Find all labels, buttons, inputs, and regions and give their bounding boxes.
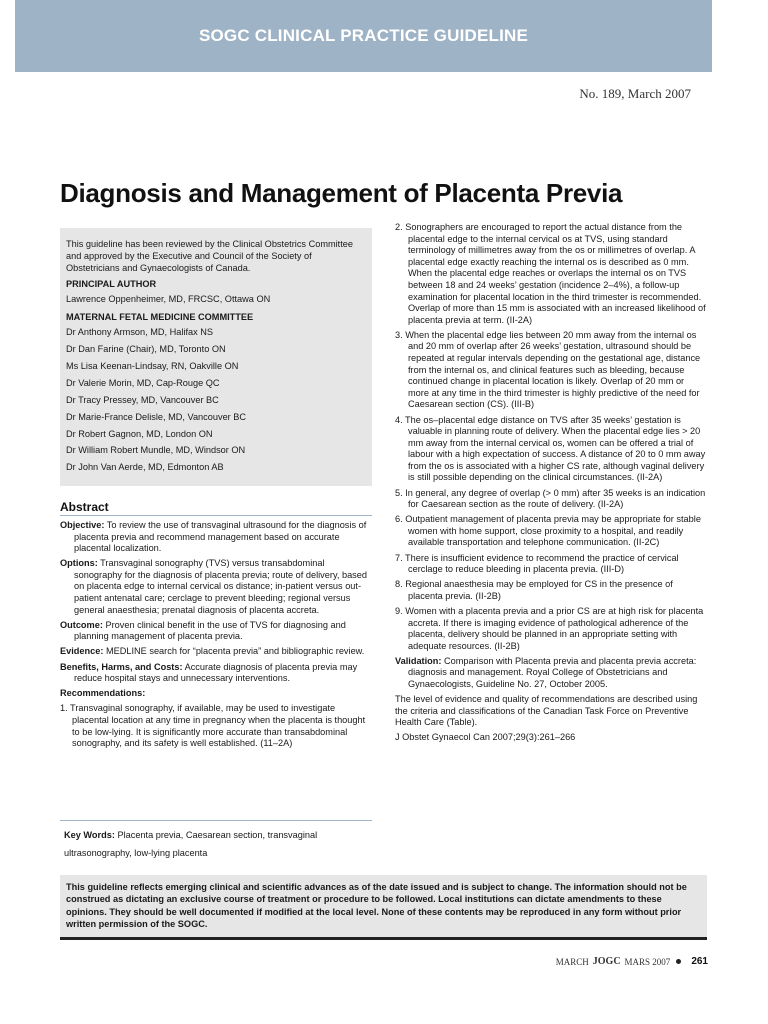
recommendations-label: Recommendations: — [60, 688, 146, 699]
evidence-text: MEDLINE search for “placenta previa” and bibliographic review. — [103, 646, 365, 657]
page-footer — [556, 956, 708, 967]
options-text: Transvaginal sonography (TVS) versus transabdominal sonography for the diagnosis of placenta previa; route of delivery, based on placenta edge to internal cervical os distance; in-patient versus out-patient antenatal care; cerclage to prevent bleeding; regional versus general anaesthesia; prenatal diagnosis of placenta accreta. — [74, 558, 367, 615]
abstract-divider — [60, 515, 372, 516]
validation — [395, 656, 707, 691]
keywords — [64, 826, 364, 862]
review-box — [60, 228, 372, 486]
recommendation-4: 4. The os–placental edge distance on TVS after 35 weeks’ gestation is valuable in planning route of delivery. When the placental edge lies > 20 mm away from the internal cervical os, women can be offered a trial of labour with a high expectation of success. A distance of 20 to 0 mm away from the os is associated with a higher CS rate, although vaginal delivery is still possible depending on the clinical circumstances. (II-2A) — [395, 414, 706, 483]
committee-member: Dr Dan Farine (Chair), MD, Toronto ON — [66, 344, 226, 355]
evidence-note: The level of evidence and quality of recommendations are described using the criteria and classifications of the Canadian Task Force on Preventive Health Care (Table). — [395, 694, 698, 728]
committee-member: Dr John Van Aerde, MD, Edmonton AB — [66, 462, 224, 473]
committee-heading: MATERNAL FETAL MEDICINE COMMITTEE — [66, 312, 254, 323]
abstract-heading: Abstract — [60, 500, 109, 514]
committee-member: Dr William Robert Mundle, MD, Windsor ON — [66, 445, 246, 456]
recommendations-column — [395, 222, 707, 747]
journal-citation: J Obstet Gynaecol Can 2007;29(3):261–266 — [395, 732, 576, 743]
recommendation-3: 3. When the placental edge lies between 20 mm away from the internal os and 20 mm of overlap after 26 weeks’ gestation, ultrasound should be repeated at regular intervals depending on the gestational age, distance from the internal os, and clinical features such as bleeding, because continued change in placental location is likely. Overlap of 20 mm or more at any time in the third trimester is highly predictive of the need for Caesarean section (CS). (III-B) — [395, 329, 701, 410]
abstract-objective — [60, 520, 372, 555]
footer-month-fr: MARS 2007 — [624, 956, 671, 967]
committee-member: Dr Anthony Armson, MD, Halifax NS — [66, 327, 214, 338]
recommendation-9: 9. Women with a placenta previa and a prior CS are at high risk for placenta accreta. If there is imaging evidence of pathological adherence of the placenta, delivery should be planned in an appropriate setting with adequate resources. (II-2B) — [395, 605, 704, 651]
outcome-label: Outcome: — [60, 619, 103, 630]
issue-number: No. 189, March 2007 — [579, 86, 691, 101]
abstract-body — [60, 520, 372, 753]
bullet-icon — [676, 959, 681, 964]
banner-title: SOGC CLINICAL PRACTICE GUIDELINE — [198, 26, 529, 45]
disclaimer-box: This guideline reflects emerging clinical and scientific advances as of the date issued and is subject to change. The information should not be construed as dictating an exclusive course of treatment or procedure to be followed. Local institutions can dictate amendments to these opinions. They should be well documented if modified at the local level. None of these contents may be reproduced in any form without prior written permission of the SOGC. — [60, 875, 707, 937]
keywords-text: Placenta previa, Caesarean section, transvaginal ultrasonography, low-lying placenta — [64, 830, 318, 858]
committee-member: Dr Valerie Morin, MD, Cap-Rouge QC — [66, 377, 220, 388]
recommendation-7: 7. There is insufficient evidence to recommend the practice of cervical cerclage to reduce bleeding in placenta previa. (III-D) — [395, 552, 679, 575]
committee-member: Dr Robert Gagnon, MD, London ON — [66, 428, 213, 439]
keywords-divider — [60, 820, 372, 821]
abstract-outcome — [60, 620, 372, 643]
validation-label: Validation: — [395, 655, 442, 666]
review-intro: This guideline has been reviewed by the Clinical Obstetrics Committee and approved by the Executive and Council of the Society of Obstetricians and Gynaecologists of Canada. — [66, 239, 353, 274]
disclaimer-divider — [60, 937, 707, 940]
objective-text: To review the use of transvaginal ultrasound for the diagnosis of placenta previa and recommend management based on accurate placental localization. — [74, 520, 367, 554]
principal-author: Lawrence Oppenheimer, MD, FRCSC, Ottawa ON — [66, 293, 271, 304]
recommendation-1: 1. Transvaginal sonography, if available, may be used to investigate placental location at any time in pregnancy when the placenta is thought to be low-lying. It is significantly more accurate than transabdominal sonography, and its safety is well established. (11–2A) — [60, 703, 366, 749]
principal-author-heading: PRINCIPAL AUTHOR — [66, 278, 157, 289]
footer-journal: JOGC — [592, 956, 621, 967]
keywords-label: Key Words: — [64, 830, 115, 840]
committee-member: Dr Tracy Pressey, MD, Vancouver BC — [66, 394, 219, 405]
footer-month-en: MARCH — [555, 956, 589, 967]
committee-member: Ms Lisa Keenan-Lindsay, RN, Oakville ON — [66, 361, 239, 371]
recommendations-heading — [60, 688, 372, 700]
page-title: Diagnosis and Management of Placenta Previa — [60, 178, 623, 208]
abstract-benefits — [60, 662, 372, 685]
evidence-label: Evidence: — [60, 646, 104, 657]
abstract-evidence — [60, 646, 372, 658]
benefits-label: Benefits, Harms, and Costs: — [60, 661, 183, 672]
outcome-text: Proven clinical benefit in the use of TVS for diagnosing and planning management of placenta previa. — [74, 619, 346, 642]
committee-member: Dr Marie-France Delisle, MD, Vancouver BC — [66, 411, 247, 422]
benefits-text: Accurate diagnosis of placenta previa may reduce hospital stays and unnecessary interventions. — [74, 661, 358, 684]
abstract-options — [60, 558, 372, 616]
recommendation-6: 6. Outpatient management of placenta previa may be appropriate for stable women with home support, close proximity to a hospital, and readily available transportation and telephone communication. (II-2C) — [395, 514, 701, 548]
recommendation-2: 2. Sonographers are encouraged to report the actual distance from the placental edge to the internal cervical os at TVS, using standard terminology of millimetres away from the os or millimetres of overlap. A placental edge exactly reaching the internal os is described as 0 mm. When the placental edge reaches or overlaps the internal os on TVS between 18 and 24 weeks’ gestation (incidence 2–4%), a follow-up examination for placental location in the third trimester is recommended. Overlap of more than 15 mm is associated with an increased likelihood of placenta previa at term. (II-2A) — [395, 222, 706, 325]
objective-label: Objective: — [60, 520, 105, 530]
page-number: 261 — [691, 956, 708, 967]
guideline-banner — [15, 0, 712, 72]
recommendation-5: 5. In general, any degree of overlap (> 0 mm) after 35 weeks is an indication for Caesarean section as the route of delivery. (II-2A) — [395, 487, 706, 510]
validation-text: Comparison with Placenta previa and placenta previa accreta: diagnosis and management. Royal College of Obstetricians and Gynaecologists, Guideline No. 27, October 2005. — [408, 655, 697, 689]
recommendation-8: 8. Regional anaesthesia may be employed for CS in the presence of placenta previa. (II-2B) — [395, 579, 673, 601]
options-label: Options: — [60, 558, 98, 569]
